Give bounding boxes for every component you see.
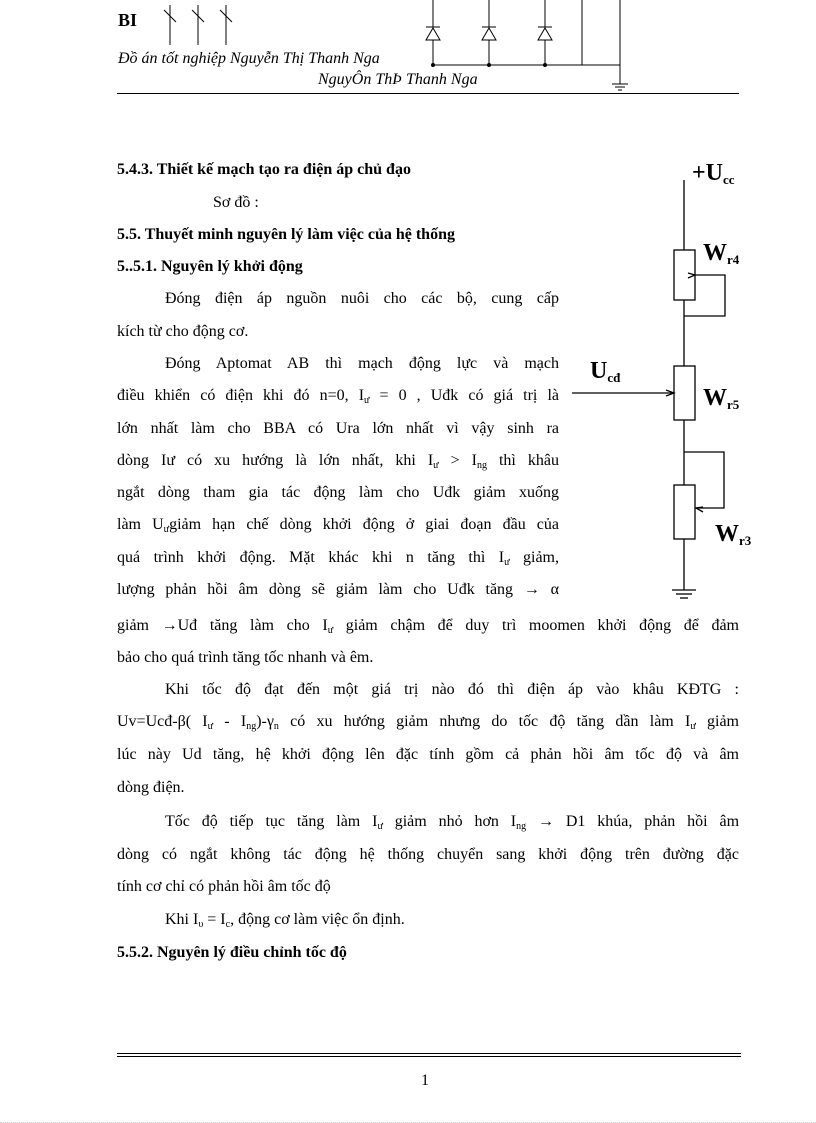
paragraph-line: làm $U_ưgiảm$ hạn chế dòng khởi động ở giai đoạn đầu của <box>117 516 560 535</box>
paragraph-line: Khi tốc độ đạt đến một giá trị nào đó thì điện áp vào khâu KĐTG : <box>165 681 739 698</box>
paragraph-line: kích từ cho động cơ. <box>117 323 249 340</box>
header-bi: BI <box>118 10 138 30</box>
so-do-label: Sơ đồ : <box>213 194 259 211</box>
paragraph-line: Đóng Aptomat AB thì mạch động lực và mạch <box>165 355 559 372</box>
paragraph-line: lượng phản hồi âm dòng sẽ giảm làm cho Uđk tăng → α <box>117 581 559 598</box>
paragraph-line: điều khiển có điện khi đó n=0, $I_ư = 0$ , Uđk có giá trị là <box>117 387 559 406</box>
ucd-label: Ucđ <box>590 358 621 385</box>
paragraph-line: Uv=Ucđ-β( $I_ư - I_{ng})-\gamma_n$ có xu hướng giảm nhưng do tốc độ tăng dần làm $I_ư$ giảm <box>117 713 739 732</box>
wr3-label: Wr3 <box>715 521 752 548</box>
voltage-divider-diagram <box>560 150 770 610</box>
paragraph-line: tính cơ chỉ có phản hồi âm tốc độ <box>117 878 331 895</box>
paragraph-line: Khi $I_\upsilon = I_c$, động cơ làm việc ổn định. <box>165 911 405 930</box>
page-number: 1 <box>421 1072 429 1089</box>
header-title-1: Đồ án tốt nghiệp Nguyễn Thị Thanh Nga <box>118 50 380 67</box>
paragraph-line: quá trình khởi động. Mặt khác khi n tăng thì $I_ư$ giảm, <box>117 549 559 568</box>
paragraph-line: Tốc độ tiếp tục tăng làm $I_ư$ giảm nhỏ hơn $I_{ng} \to D1$ khúa, phản hồi âm <box>165 813 740 832</box>
heading-5-5-2: 5.5.2. Nguyên lý điều chỉnh tốc độ <box>117 944 347 961</box>
paragraph-line: lớn nhất làm cho BBA có Ura lớn nhất vì vậy sinh ra <box>117 420 559 437</box>
wr4-label: Wr4 <box>703 240 740 267</box>
paragraph-line: lúc này Ud tăng, hệ khởi động lên đặc tính gồm cả phản hồi âm tốc độ và âm <box>117 746 739 763</box>
paragraph-line: dòng điện. <box>117 779 185 796</box>
paragraph-line: dòng Iư có xu hướng là lớn nhất, khi $I_ư > I_{ng}$ thì khâu <box>117 452 559 471</box>
header-title-2: NguyÔn ThÞ Thanh Nga <box>318 71 478 88</box>
paragraph-line: bảo cho quá trình tăng tốc nhanh và êm. <box>117 649 374 666</box>
vcc-label: +Ucc <box>692 160 735 187</box>
paragraph-line: dòng có ngắt không tác động hệ thống chuyển sang khởi động trên đường đặc <box>117 846 739 863</box>
paragraph-line: Đóng điện áp nguồn nuôi cho các bộ, cung cấp <box>165 290 559 307</box>
paragraph-line: giảm →Uđ tăng làm cho $I_ư$ giảm chậm để duy trì moomen khởi động để đảm <box>117 617 739 636</box>
header-rule <box>117 93 739 94</box>
heading-5-5: 5.5. Thuyết minh nguyên lý làm việc của hệ thống <box>117 226 455 243</box>
wr5-label: Wr5 <box>703 385 740 412</box>
heading-5-4-3: 5.4.3. Thiết kế mạch tạo ra điện áp chủ đạo <box>117 161 411 178</box>
footer-rule <box>117 1053 741 1054</box>
footer-rule <box>117 1056 741 1057</box>
paragraph-line: ngắt dòng tham gia tác động làm cho Uđk giảm xuống <box>117 484 559 501</box>
heading-5-5-1: 5..5.1. Nguyên lý khởi động <box>117 258 303 275</box>
